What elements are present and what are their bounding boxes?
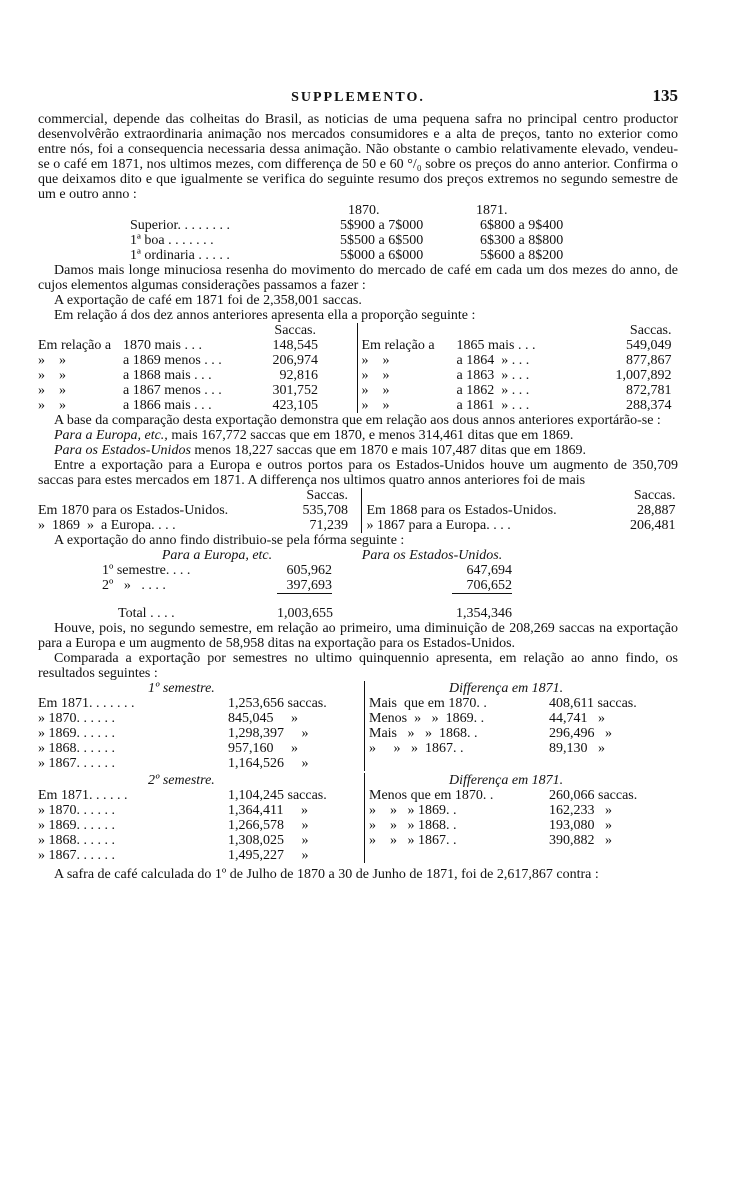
table-row: » » » 1867. . 89,130 » xyxy=(369,741,605,756)
table-row: » » a 1864 » . . . 877,867 xyxy=(361,353,672,368)
intro-paragraph: commercial, depende das colheitas do Brasil, as noticias de uma pequena safra no principal centro productor desenvolvêrão extraordinaria animação nos mercados consumidores e a alta de preços, tanto no exterior como entre nós, foi a consequencia necessaria dessa animação. Não obstante o cambio relativamente elevado, vendeu-se o café em 1871, nos ultimos mezes, com differença de 50 e 60 °/₀ sobre os preços do anno anterior. Confirma o que deixamos dito e que igualmente se verifica do seguinte resumo dos preços extremos no segundo semestre de um e outro anno : xyxy=(38,112,678,202)
paragraph-europa: Para a Europa, etc., mais 167,772 saccas que em 1870, e menos 314,461 ditas que em 1869. xyxy=(54,428,574,443)
prices-row: Superior. . . . . . . . 5$900 a 7$000 6$800 a 9$400 xyxy=(130,218,564,233)
table-row: » » a 1866 mais . . . 423,105 xyxy=(38,398,318,413)
table-row: » 1868. . . . . . 957,160 » xyxy=(38,741,298,756)
paragraph-houve: Houve, pois, no segundo semestre, em relação ao primeiro, uma diminuição de 208,269 saccas na exportação para a Europa e um augmento de 58,958 ditas na exportação para os Estados-Unidos. xyxy=(38,621,678,651)
unit-label: Saccas. xyxy=(306,488,348,503)
paragraph-safra: A safra de café calculada do 1º de Julho de 1870 a 30 de Junho de 1871, foi de 2,617,867 contra : xyxy=(54,867,599,882)
ten-years-right xyxy=(357,323,679,413)
table-row: Em relação a 1865 mais . . . 549,049 xyxy=(361,338,672,353)
paragraph-relacao: Em relação á dos dez annos anteriores apresenta ella a proporção seguinte : xyxy=(54,308,476,323)
page xyxy=(38,0,678,882)
table-row: » » a 1863 » . . . 1,007,892 xyxy=(361,368,672,383)
table-row: Em 1871. . . . . . . 1,253,656 saccas. xyxy=(38,696,327,711)
table-row: Em 1868 para os Estados-Unidos. 28,887 xyxy=(366,503,676,518)
table-row: » 1869. . . . . . 1,266,578 » xyxy=(38,818,309,833)
table-row: » » » 1868. . 193,080 » xyxy=(369,818,612,833)
paragraph-anno: A exportação do anno findo distribuio-se pela fórma seguinte : xyxy=(54,533,405,548)
table-row: » 1867. . . . . . 1,495,227 » xyxy=(38,848,309,863)
table-row: » » a 1862 » . . . 872,781 xyxy=(361,383,672,398)
table-row: Menos » » 1869. . 44,741 » xyxy=(369,711,605,726)
semester-1-table: 1º semestre. Em 1871. . . . . . . 1,253,656 saccas. » 1870. . . . . . 845,045 » » 1869. . . . . . 1,298,397 » » 1868. . . . . . 957,160 » » 1867. . . . . . 1,164,526 » Differença em 1871. Mais que em 1870. . 408,611 saccas. Menos » » 1869. . 44,741 » Mais » » 1868. . 296,496 » » » » 1867. . 89,130 » xyxy=(38,681,678,771)
unit-label: Saccas. xyxy=(633,488,676,503)
paragraph-export-total: A exportação de café em 1871 foi de 2,358,001 saccas. xyxy=(54,293,362,308)
unit-label: Saccas. xyxy=(629,323,672,338)
table-row: Mais » » 1868. . 296,496 » xyxy=(369,726,612,741)
difference-table xyxy=(38,488,678,533)
total-row: Total . . . . 1,003,655 1,354,346 xyxy=(118,606,512,621)
table-row: » » a 1869 menos . . . 206,974 xyxy=(38,353,318,368)
table-row: 1º semestre. . . . 605,962 647,694 xyxy=(102,563,512,578)
table-row: » » a 1861 » . . . 288,374 xyxy=(361,398,672,413)
unit-label: Saccas. xyxy=(274,323,316,338)
table-row: » 1870. . . . . . 1,364,411 » xyxy=(38,803,308,818)
table-row: Em 1870 para os Estados-Unidos. 535,708 xyxy=(38,503,348,518)
page-header xyxy=(38,86,678,112)
paragraph-comparada: Comparada a exportação por semestres no ultimo quinquennio apresenta, em relação ao anno findo, os resultados seguintes : xyxy=(38,651,678,681)
prices-row: 1ª ordinaria . . . . . 5$000 a 6$000 5$600 a 8$200 xyxy=(130,248,564,263)
semester-2-table: 2º semestre. Em 1871. . . . . . 1,104,245 saccas. » 1870. . . . . . 1,364,411 » » 1869. . . . . . 1,266,578 » » 1868. . . . . . 1,308,025 » » 1867. . . . . . 1,495,227 » Differença em 1871. Menos que em 1870. . 260,066 saccas. » » » 1869. . 162,233 » » » » 1868. . 193,080 » » » » 1867. . 390,882 » xyxy=(38,773,678,863)
page-number: 135 xyxy=(652,86,678,105)
table-row: Em 1871. . . . . . 1,104,245 saccas. xyxy=(38,788,327,803)
table-row: » 1867 para a Europa. . . . 206,481 xyxy=(366,518,676,533)
prices-year-1871: 1871. xyxy=(476,203,508,218)
table-row: » 1868. . . . . . 1,308,025 » xyxy=(38,833,309,848)
ten-years-table xyxy=(38,323,678,413)
table-row: » » » 1867. . 390,882 » xyxy=(369,833,612,848)
table-row: Em relação a 1870 mais . . . 148,545 xyxy=(38,338,318,353)
running-title: SUPPLEMENTO. xyxy=(291,90,425,105)
distribution-table: Para a Europa, etc. Para os Estados-Unidos. 1º semestre. . . . 605,962 647,694 2º » . . . . 397,693 706,652 Total . . . . 1,003,655 1,354,346 xyxy=(102,548,678,621)
table-row: » » » 1869. . 162,233 » xyxy=(369,803,612,818)
table-row: » 1869. . . . . . 1,298,397 » xyxy=(38,726,309,741)
prices-table xyxy=(130,203,678,263)
prices-row: 1ª boa . . . . . . . 5$500 a 6$500 6$300 a 8$800 xyxy=(130,233,564,248)
prices-year-1870: 1870. xyxy=(348,203,380,218)
table-row: 2º » . . . . 397,693 706,652 xyxy=(102,578,512,593)
table-row: » 1869 » a Europa. . . . 71,239 xyxy=(38,518,348,533)
paragraph-damos: Damos mais longe minuciosa resenha do movimento do mercado de café em cada um dos mezes do anno, de cujos elementos algumas considerações passamos a fazer : xyxy=(38,263,678,293)
table-row: » 1867. . . . . . 1,164,526 » xyxy=(38,756,309,771)
paragraph-base: A base da comparação desta exportação demonstra que em relação aos dous annos anteriores exportárão-se : xyxy=(54,413,661,428)
paragraph-entre: Entre a exportação para a Europa e outros portos para os Estados-Unidos houve um augmento de 350,709 saccas para estes mercados em 1871. A differença nos ultimos quatro annos anteriores foi de mais xyxy=(38,458,678,488)
table-row: Mais que em 1870. . 408,611 saccas. xyxy=(369,696,637,711)
ten-years-left xyxy=(38,323,357,413)
table-row: » 1870. . . . . . 845,045 » xyxy=(38,711,298,726)
paragraph-eua: Para os Estados-Unidos menos 18,227 saccas que em 1870 e mais 107,487 ditas que em 1869. xyxy=(54,443,586,458)
table-row: » » a 1868 mais . . . 92,816 xyxy=(38,368,318,383)
table-row: Menos que em 1870. . 260,066 saccas. xyxy=(369,788,638,803)
table-row: » » a 1867 menos . . . 301,752 xyxy=(38,383,318,398)
